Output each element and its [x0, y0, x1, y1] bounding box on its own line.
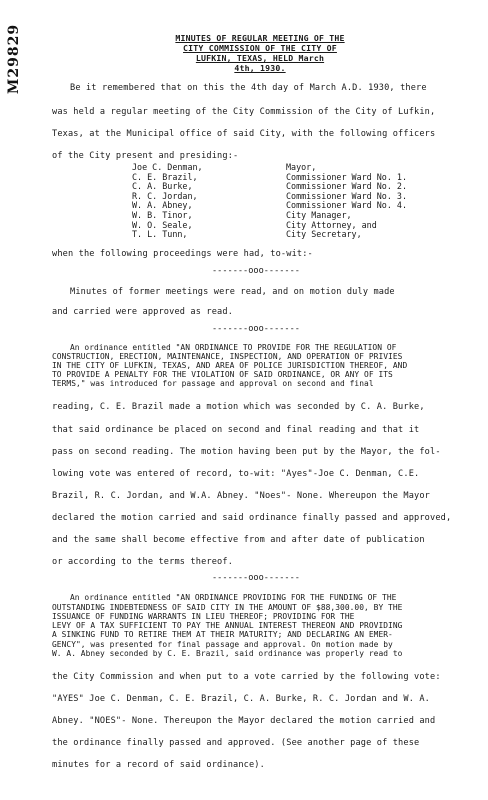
ordinance2-line: GENCY", was presented for final passage and approval. On motion made by	[52, 640, 393, 649]
ordinance1-line: and the same shall become effective from and after date of publication	[52, 535, 425, 545]
ordinance2-line: A SINKING FUND TO RETIRE THEM AT THEIR MATURITY; AND DECLARING AN EMER-	[52, 630, 393, 639]
ordinance2-line: OUTSTANDING INDEBTEDNESS OF SAID CITY IN THE AMOUNT OF $88,300.00, BY THE	[52, 603, 403, 612]
heading-line: CITY COMMISSION OF THE CITY OF	[183, 43, 337, 53]
margin-stamp	[3, 14, 25, 104]
ordinance2-line: the ordinance finally passed and approved. (See another page of these	[52, 738, 420, 748]
officer-title: City Manager,	[286, 209, 352, 220]
proceedings-line: when the following proceedings were had, to-wit:-	[52, 249, 313, 259]
separator: -------ooo-------	[212, 266, 300, 276]
ordinance1-line: TO PROVIDE A PENALTY FOR THE VIOLATION OF SAID ORDINANCE, OR ANY OF ITS	[52, 370, 393, 379]
officer-title: Mayor,	[286, 162, 317, 172]
minutes-line: and carried were approved as read.	[52, 307, 234, 317]
officer-names	[132, 163, 203, 240]
officer-title: City Attorney, and	[286, 219, 377, 230]
officer-name: W. B. Tinor,	[132, 209, 193, 220]
ordinance2-line: Abney. "NOES"- None. Thereupon the Mayor declared the motion carried and	[52, 716, 436, 726]
heading-line: MINUTES OF REGULAR MEETING OF THE	[175, 33, 345, 43]
separator: -------ooo-------	[212, 324, 300, 334]
ordinance1-line: An ordinance entitled "AN ORDINANCE TO PROVIDE FOR THE REGULATION OF	[70, 343, 397, 352]
intro-line: of the City present and presiding:-	[52, 151, 239, 161]
intro-line: Texas, at the Municipal office of said City, with the following officers	[52, 129, 436, 139]
officer-title: Commissioner Ward No. 3.	[286, 190, 408, 201]
intro-line: Be it remembered that on this the 4th day of March A.D. 1930, there	[70, 83, 427, 93]
ordinance1-line: pass on second reading. The motion having been put by the Mayor, the fol-	[52, 447, 441, 457]
document-heading	[70, 33, 450, 73]
officer-name: Joe C. Denman,	[132, 162, 203, 172]
ordinance1-line: lowing vote was entered of record, to-wit: "Ayes"-Joe C. Denman, C.E.	[52, 469, 420, 479]
officer-titles	[286, 163, 407, 240]
ordinance1-line: Brazil, R. C. Jordan, and W.A. Abney. "Noes"- None. Whereupon the Mayor	[52, 491, 430, 501]
intro-line: was held a regular meeting of the City Commission of the City of Lufkin,	[52, 107, 436, 117]
officer-name: W. O. Seale,	[132, 219, 193, 230]
separator: -------ooo-------	[212, 573, 300, 583]
officer-name: R. C. Jordan,	[132, 190, 198, 201]
heading-line: 4th, 1930.	[234, 63, 286, 73]
officer-name: C. E. Brazil,	[132, 171, 198, 182]
ordinance2-line: the City Commission and when put to a vote carried by the following vote:	[52, 672, 441, 682]
side-stamp-text: M29829	[6, 23, 23, 95]
officer-title: Commissioner Ward No. 1.	[286, 171, 408, 182]
ordinance2-line: W. A. Abney seconded by C. E. Brazil, said ordinance was properly read to	[52, 649, 403, 658]
ordinance1-line: or according to the terms thereof.	[52, 557, 234, 567]
ordinance1-line: declared the motion carried and said ordinance finally passed and approved,	[52, 513, 452, 523]
ordinance2-line: "AYES" Joe C. Denman, C. E. Brazil, C. A. Burke, R. C. Jordan and W. A.	[52, 694, 430, 704]
ordinance1-line: CONSTRUCTION, ERECTION, MAINTENANCE, INSPECTION, AND OPERATION OF PRIVIES	[52, 352, 403, 361]
ordinance2-line: minutes for a record of said ordinance).	[52, 760, 265, 770]
officer-name: C. A. Burke,	[132, 181, 193, 192]
officer-title: Commissioner Ward No. 4.	[286, 200, 408, 211]
minutes-line: Minutes of former meetings were read, and on motion duly made	[70, 287, 395, 297]
ordinance2-line: ISSUANCE OF FUNDING WARRANTS IN LIEU THEREOF; PROVIDING FOR THE	[52, 612, 355, 621]
heading-line: LUFKIN, TEXAS, HELD March	[195, 53, 325, 63]
ordinance1-line: IN THE CITY OF LUFKIN, TEXAS, AND AREA OF POLICE JURISDICTION THEREOF, AND	[52, 361, 408, 370]
officer-title: Commissioner Ward No. 2.	[286, 181, 408, 192]
officer-name: W. A. Abney,	[132, 200, 193, 211]
ordinance2-line: LEVY OF A TAX SUFFICIENT TO PAY THE ANNUAL INTEREST THEREON AND PROVIDING	[52, 621, 403, 630]
ordinance1-line: TERMS," was introduced for passage and approval on second and final	[52, 379, 374, 388]
ordinance1-line: that said ordinance be placed on second and final reading and that it	[52, 425, 420, 435]
officer-title: City Secretary,	[286, 229, 362, 240]
ordinance1-line: reading, C. E. Brazil made a motion which was seconded by C. A. Burke,	[52, 402, 425, 412]
officer-name: T. L. Tunn,	[132, 229, 188, 240]
ordinance2-line: An ordinance entitled "AN ORDINANCE PROVIDING FOR THE FUNDING OF THE	[70, 593, 397, 602]
